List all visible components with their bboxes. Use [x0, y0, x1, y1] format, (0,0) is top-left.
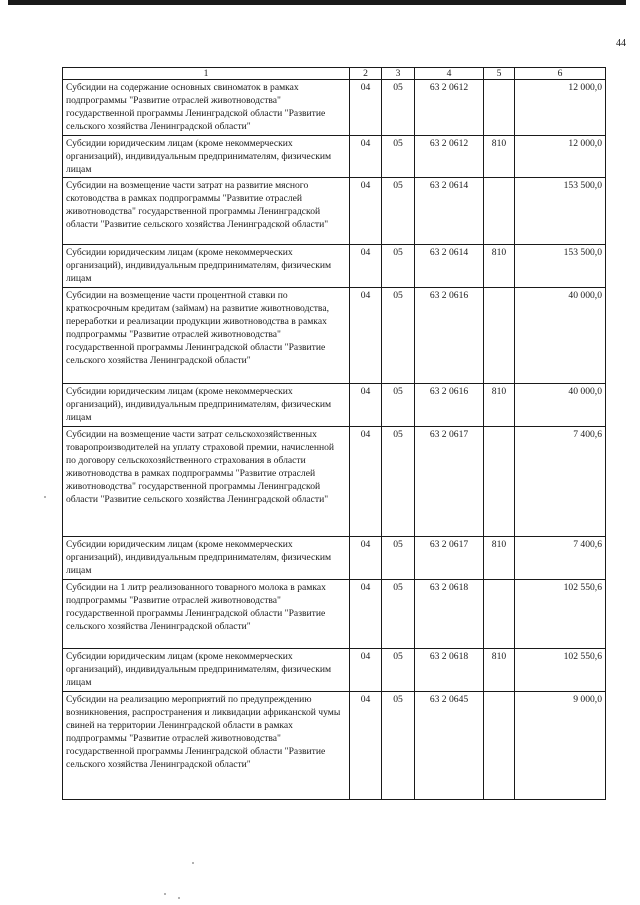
row-target-code: 63 2 0612	[415, 136, 484, 178]
row-expense-type	[484, 80, 515, 136]
row-section-code: 04	[350, 288, 382, 384]
row-target-code: 63 2 0612	[415, 80, 484, 136]
table-row	[63, 537, 606, 580]
row-section-code: 04	[350, 537, 382, 580]
row-description: Субсидии юридическим лицам (кроме некоммерческих организаций), индивидуальным предпринимателям, физическим лицам	[63, 245, 350, 288]
row-subsection-code: 05	[382, 427, 415, 537]
row-amount: 9 000,0	[515, 692, 606, 800]
row-description: Субсидии юридическим лицам (кроме некоммерческих организаций), индивидуальным предпринимателям, физическим лицам	[63, 384, 350, 427]
row-description: Субсидии на возмещение части затрат сельскохозяйственных товаропроизводителей на уплату страховой премии, начисленной по договору сельскохозяйственного страхования в области животноводства в рамках подпрограммы "Развитие отраслей животноводства" государственной программы Ленинградской области "Развитие сельского хозяйства Ленинградской области"	[63, 427, 350, 537]
row-section-code: 04	[350, 136, 382, 178]
row-expense-type: 810	[484, 136, 515, 178]
column-header-1: 1	[63, 68, 350, 80]
table-row	[63, 692, 606, 800]
row-description: Субсидии на возмещение части процентной ставки по краткосрочным кредитам (займам) на развитие животноводства, переработки и реализации продукции животноводства в рамках подпрограммы "Развитие отраслей животноводства" государственной программы Ленинградской области "Развитие сельского хозяйства Ленинградской области"	[63, 288, 350, 384]
row-subsection-code: 05	[382, 384, 415, 427]
table-row	[63, 384, 606, 427]
column-header-2: 2	[350, 68, 382, 80]
row-subsection-code: 05	[382, 80, 415, 136]
row-section-code: 04	[350, 580, 382, 649]
table-row	[63, 136, 606, 178]
top-border-rule	[8, 0, 626, 5]
row-target-code: 63 2 0645	[415, 692, 484, 800]
row-expense-type	[484, 178, 515, 245]
row-description: Субсидии на реализацию мероприятий по предупреждению возникновения, распространения и ликвидации африканской чумы свиней на территории Ленинградской области в рамках подпрограммы "Развитие отраслей животноводства" государственной программы Ленинградской области "Развитие сельского хозяйства Ленинградской области"	[63, 692, 350, 800]
row-section-code: 04	[350, 384, 382, 427]
column-header-3: 3	[382, 68, 415, 80]
row-amount: 40 000,0	[515, 384, 606, 427]
row-expense-type: 810	[484, 245, 515, 288]
row-subsection-code: 05	[382, 537, 415, 580]
column-header-6: 6	[515, 68, 606, 80]
row-expense-type: 810	[484, 384, 515, 427]
scan-speck	[192, 862, 194, 864]
row-description: Субсидии юридическим лицам (кроме некоммерческих организаций), индивидуальным предпринимателям, физическим лицам	[63, 537, 350, 580]
scan-speck	[178, 897, 180, 899]
row-amount: 12 000,0	[515, 136, 606, 178]
scan-speck	[164, 893, 166, 895]
row-amount: 102 550,6	[515, 580, 606, 649]
row-target-code: 63 2 0618	[415, 649, 484, 692]
table-row	[63, 245, 606, 288]
scan-speck	[44, 496, 46, 498]
row-amount: 102 550,6	[515, 649, 606, 692]
row-subsection-code: 05	[382, 245, 415, 288]
row-section-code: 04	[350, 692, 382, 800]
row-expense-type	[484, 427, 515, 537]
row-section-code: 04	[350, 178, 382, 245]
row-amount: 153 500,0	[515, 178, 606, 245]
table-row	[63, 580, 606, 649]
column-header-5: 5	[484, 68, 515, 80]
column-header-4: 4	[415, 68, 484, 80]
page-number: 44	[616, 38, 626, 49]
table-row	[63, 178, 606, 245]
row-amount: 153 500,0	[515, 245, 606, 288]
row-target-code: 63 2 0616	[415, 384, 484, 427]
row-description: Субсидии юридическим лицам (кроме некоммерческих организаций), индивидуальным предпринимателям, физическим лицам	[63, 649, 350, 692]
row-section-code: 04	[350, 245, 382, 288]
row-target-code: 63 2 0616	[415, 288, 484, 384]
row-amount: 7 400,6	[515, 537, 606, 580]
row-target-code: 63 2 0618	[415, 580, 484, 649]
row-amount: 12 000,0	[515, 80, 606, 136]
row-description: Субсидии на 1 литр реализованного товарного молока в рамках подпрограммы "Развитие отраслей животноводства" государственной программы Ленинградской области "Развитие сельского хозяйства Ленинградской области"	[63, 580, 350, 649]
row-subsection-code: 05	[382, 136, 415, 178]
row-target-code: 63 2 0617	[415, 427, 484, 537]
row-subsection-code: 05	[382, 178, 415, 245]
table-row	[63, 80, 606, 136]
row-section-code: 04	[350, 427, 382, 537]
row-expense-type	[484, 692, 515, 800]
row-subsection-code: 05	[382, 692, 415, 800]
row-expense-type	[484, 288, 515, 384]
row-section-code: 04	[350, 80, 382, 136]
row-description: Субсидии на содержание основных свиноматок в рамках подпрограммы "Развитие отраслей животноводства" государственной программы Ленинградской области "Развитие сельского хозяйства Ленинградской области"	[63, 80, 350, 136]
row-subsection-code: 05	[382, 649, 415, 692]
row-target-code: 63 2 0617	[415, 537, 484, 580]
row-description: Субсидии на возмещение части затрат на развитие мясного скотоводства в рамках подпрограммы "Развитие отраслей животноводства" государственной программы Ленинградской области "Развитие сельского хозяйства Ленинградской области"	[63, 178, 350, 245]
budget-table	[62, 67, 606, 800]
row-section-code: 04	[350, 649, 382, 692]
table-header-row	[63, 68, 606, 80]
row-target-code: 63 2 0614	[415, 245, 484, 288]
row-expense-type	[484, 580, 515, 649]
row-description: Субсидии юридическим лицам (кроме некоммерческих организаций), индивидуальным предпринимателям, физическим лицам	[63, 136, 350, 178]
row-amount: 7 400,6	[515, 427, 606, 537]
table-row	[63, 649, 606, 692]
table-row	[63, 288, 606, 384]
row-amount: 40 000,0	[515, 288, 606, 384]
row-expense-type: 810	[484, 537, 515, 580]
row-subsection-code: 05	[382, 288, 415, 384]
table-row	[63, 427, 606, 537]
row-expense-type: 810	[484, 649, 515, 692]
row-subsection-code: 05	[382, 580, 415, 649]
row-target-code: 63 2 0614	[415, 178, 484, 245]
